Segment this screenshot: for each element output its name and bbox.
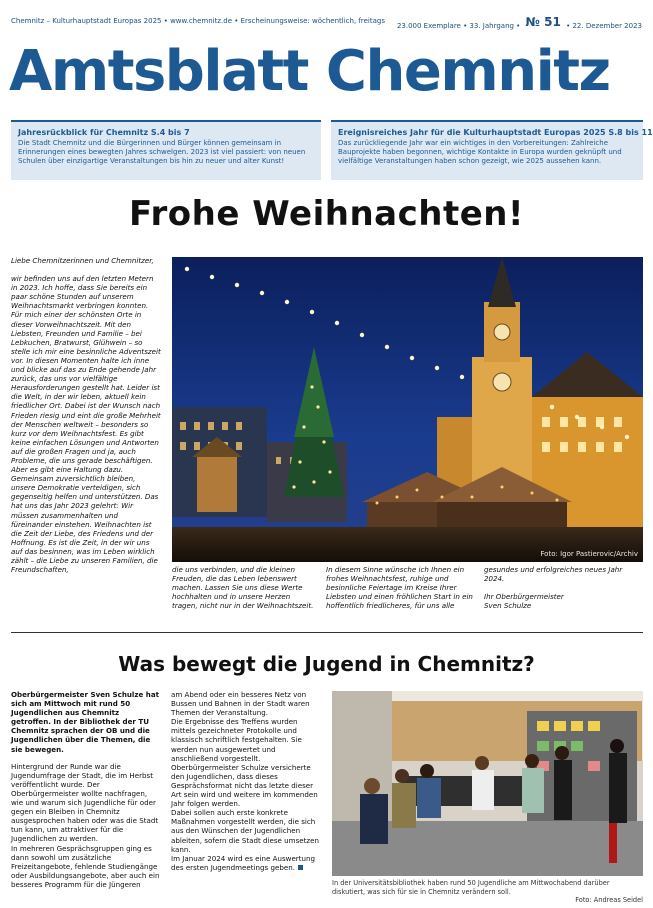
article-text: In mehreren Gesprächsgruppen ging es dann sowohl um zusätzliche Freizeitangebote, fehlende Studiengänge oder Ausbildungsangebote, aber auch ein besseres Programm für die Jüngeren — [11, 843, 160, 889]
article-column — [11, 690, 161, 889]
teaser-text: Das zurückliegende Jahr war ein wichtiges in den Vorbereitungen: Zahlreiche Bauprojekte haben begonnen, wichtige Kontakte in Europa wurden geknüpft und vielfältige Veranstaltungen haben schon gezeigt, wie 2025 aussehen kann. — [338, 139, 622, 166]
section-divider — [11, 632, 643, 633]
christmas-market-illustration — [172, 257, 643, 562]
issue-info-left: Chemnitz – Kulturhauptstadt Europas 2025 • www.chemnitz.de • Erscheinungsweise: wöchentlich, freitags — [11, 17, 385, 25]
signoff-name: Sven Schulze — [484, 601, 532, 611]
signoff-title: Ihr Oberbürgermeister — [484, 592, 564, 602]
article-column: In diesem Sinne wünsche ich Ihnen ein frohes Weihnachtsfest, ruhige und besinnliche Feiertage im Kreise Ihrer Liebsten und einen fröhlichen Start in ein hoffentlich friedlicheres, für uns alle — [326, 565, 473, 611]
teaser-text: Die Stadt Chemnitz und die Bürgerinnen und Bürger können gemeinsam in Erinnerungen eines bewegten Jahres schwelgen. 2023 ist viel passiert: von neuen Schulen über einzigartige Veranstaltungen bis hin zu neuer und alter Kunst! — [18, 139, 306, 166]
article-text: gesundes und erfolgreiches neues Jahr 2024. — [484, 565, 623, 584]
teaser-title: Jahresrückblick für Chemnitz S.4 bis 7 — [18, 128, 190, 137]
teaser-boxes — [11, 120, 653, 182]
article-column: die uns verbinden, und die kleinen Freuden, die das Leben lebenswert machen. Lassen Sie uns diese Werte hochhalten und in unsere Herzen tragen, nicht nur in der Weihnachtszeit. — [172, 565, 314, 611]
article-text: Die Ergebnisse des Treffens wurden mittels gezeichneter Protokolle und klassisch schriftlich festgehalten. Sie werden nun ausgewertet und anschließend vorgestellt. — [171, 717, 302, 763]
issue-print-info: 23.000 Exemplare • 33. Jahrgang • — [396, 22, 521, 30]
article-text: am Abend oder ein besseres Netz von Bussen und Bahnen in der Stadt waren Themen der Veranstaltung. — [171, 690, 310, 718]
article-text: Hintergrund der Runde war die Jugendumfrage der Stadt, die im Herbst veröffentlicht wurde. Der Oberbürgermeister wollte nachfragen, wie und warum sich Jugendliche für oder gegen ein Bleiben in Chemnitz ausgesprochen haben oder was die Stadt tun kann, um attraktiver für die Jugendlichen zu werden. — [11, 761, 159, 844]
article-headline: Was bewegt die Jugend in Chemnitz? — [118, 652, 535, 676]
salutation: Liebe Chemnitzerinnen und Chemnitzer, — [11, 256, 154, 265]
article-column — [484, 565, 644, 610]
article-text: wir befinden uns auf den letzten Metern in 2023. Ich hoffe, dass Sie bereits ein paar schöne Stunden auf unserem Weihnachtsmarkt verbringen konnten. Für mich einer der schönsten Orte in dieser Vorweihnachtszeit. Mit den Liebsten, Freunden und Familie – bei Lebkuchen, Bratwurst, Glühwein – so stelle ich mir eine besinnliche Adventszeit vor. In diesen Momenten halte ich inne und blicke auf das zu Ende gehende Jahr zurück, das uns vor vielfältige Herausforderungen gestellt hat. Leider ist die Welt, in der wir leben, aktuell kein friedlicher Ort. Dabei ist der Wunsch nach Frieden riesig und eint die große Mehrheit der Menschen weltweit – besonders so kurz vor dem Weihnachtsfest. Es gibt keine einfachen Lösungen und Antworten auf die großen Fragen und ja, auch Probleme, die uns gerade beschäftigen. Aber es gibt eine Haltung dazu. Gemeinsam zuversichtlich bleiben, unsere Demokratie verteidigen, sich gegenseitig helfen und unterstützen. Das hat uns das Jahr 2023 gelehrt: Wir müssen zusammenhalten und füreinander einstehen. Weihnachten ist die Zeit der Liebe, des Friedens und der Hoffnung. Es ist die Zeit, in der wir uns auf das besinnen, was im Leben wirklich zählt – die Liebe zu unseren Familien, die Freundschaften, — [11, 274, 161, 575]
article-column — [11, 256, 161, 574]
youth-meeting-photo — [332, 691, 643, 876]
youth-meeting-illustration — [332, 691, 643, 876]
article-end — [171, 854, 323, 872]
article-headline: Frohe Weihnachten! — [128, 194, 525, 234]
teaser-title: Ereignisreiches Jahr für die Kulturhauptstadt Europas 2025 S.8 bis 11 — [338, 128, 653, 137]
article-text: Im Januar 2024 wird es eine Auswertung des ersten Jugendmeetings geben. — [171, 853, 316, 872]
article-text: Dabei sollen auch erste konkrete Maßnahmen vorgestellt werden, die sich aus den Wünschen der Jugendlichen ableiten, sofern die Stadt diese umsetzen kann. — [171, 808, 319, 854]
teaser-box[interactable] — [11, 120, 321, 180]
issue-number: № 51 — [525, 15, 561, 29]
end-mark-icon — [298, 865, 303, 870]
caption-credit: Foto: Andreas Seidel — [575, 896, 643, 905]
photo-credit: Foto: Igor Pastierovic/Archiv — [540, 550, 638, 558]
teaser-box[interactable] — [331, 120, 653, 180]
caption-text: In der Universitätsbibliothek haben rund 50 Jugendliche am Mittwochabend darüber diskutiert, was sich für sie in Chemnitz verändern soll. — [332, 879, 610, 896]
issue-date: • 22. Dezember 2023 — [566, 22, 642, 30]
christmas-market-photo — [172, 257, 643, 562]
photo-caption — [332, 879, 643, 905]
issue-info-bar — [11, 14, 642, 28]
issue-info-right — [397, 17, 642, 31]
article-text: Oberbürgermeister Schulze versicherte den Jugendlichen, dass dieses Gesprächsformat nicht das letzte dieser Art sein wird und weitere im kommenden Jahr folgen werden. — [171, 762, 318, 809]
article-column — [171, 690, 323, 872]
article-lead: Oberbürgermeister Sven Schulze hat sich am Mittwoch mit rund 50 Jugendlichen aus Chemnitz getroffen. In der Bibliothek der TU Chemnitz sprachen der OB und die Jugendlichen über die Themen, die sie bewegen. — [11, 690, 160, 754]
masthead-title: Amtsblatt Chemnitz — [9, 39, 610, 104]
